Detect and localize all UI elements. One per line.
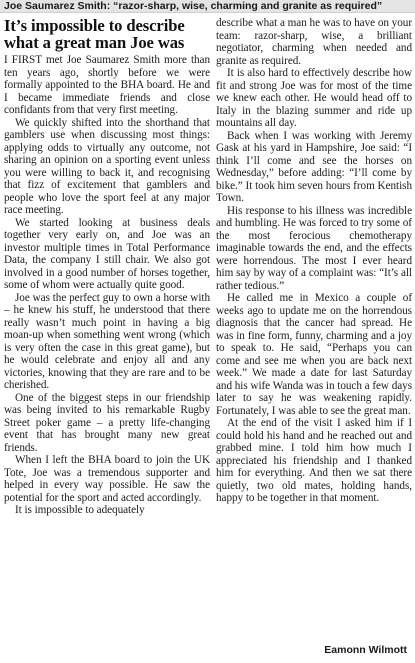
paragraph: We started looking at business deals together very early on, and Joe was an investor multiple times in Total Performance Data, the company I still chair. We also got involved in a good number of horses together, some of whom were actually quite good. xyxy=(4,216,210,291)
paragraph: Back when I was working with Jeremy Gask at his yard in Hampshire, Joe said: “I think I’ll come and see the horses on Wednesday,” before adding: “I’ll come by bike.” It took him seven hours from Kentish Town. xyxy=(216,129,412,204)
paragraph: When I left the BHA board to join the UK Tote, Joe was a tremendous supporter and helped in every way possible. He saw the potential for the sport and acted accordingly. xyxy=(4,454,210,504)
paragraph: describe what a man he was to have on your team: razor-sharp, wise, a brilliant negotiator, charming when needed and granite as required. xyxy=(216,17,412,67)
paragraph: One of the biggest steps in our friendship was being invited to his remarkable Rugby Street poker game – a pretty life-changing event that has brought many new great friends. xyxy=(4,391,210,454)
paragraph: He called me in Mexico a couple of weeks ago to update me on the horrendous diagnosis that the cancer had spread. He was in fine form, funny, charming and a joy to speak to. He said, “Perhaps you can come and see me when you are back next week.” We made a date for last Saturday and his wife Wanda was in touch a few days later to say he was weakening rapidly. Fortunately, I was able to see the great man. xyxy=(216,292,412,417)
paragraph: We quickly shifted into the shorthand that gamblers use when discussing most things: applying odds to virtually any outcome, not sharing an opinion on a sporting event unless you were willing to back it, and recognising that fizz of excitement that gamblers and people who love the sport feel at any major race meeting. xyxy=(4,116,210,216)
right-column xyxy=(216,17,412,505)
paragraph: It is impossible to adequately xyxy=(15,504,145,516)
paragraph: It is also hard to effectively describe how fit and strong Joe was for most of the time we knew each other. He would head off to Italy in the blazing summer and ride up mountains all day. xyxy=(216,67,412,129)
headline: It’s impossible to describe what a great man Joe was xyxy=(4,16,185,52)
author-byline: Eamonn Wilmott xyxy=(324,644,407,656)
kicker-bar xyxy=(0,0,415,13)
kicker-text: Joe Saumarez Smith: “razor-sharp, wise, charming and granite as required” xyxy=(4,0,383,12)
paragraph: At the end of the visit I asked him if I could hold his hand and he reached out and grabbed mine. I told him how much I appreciated his friendship and I thanked him for everything. And then we sat there quietly, two old mates, holding hands, happy to be together in that moment. xyxy=(216,417,412,504)
paragraph: Joe was the perfect guy to own a horse with – he knew his stuff, he understood that there really wasn’t much point in having a big moan-up when something went wrong (which is very often the case in this great game), but he would celebrate and enjoy all and any victories, knowing that they are rare and to be cherished. xyxy=(4,291,210,391)
paragraph: His response to his illness was incredible and humbling. He was forced to try some of the most ferocious chemotherapy imaginable towards the end, and the effects were horrendous. The most I ever heard him say by way of a complaint was: “It’s all rather tedious.” xyxy=(216,204,412,292)
paragraph: I FIRST met Joe Saumarez Smith more than ten years ago, shortly before we were formally appointed to the BHA board. He and I became immediate friends and close confidants from that very first meeting. xyxy=(4,54,210,116)
left-column xyxy=(4,17,210,517)
